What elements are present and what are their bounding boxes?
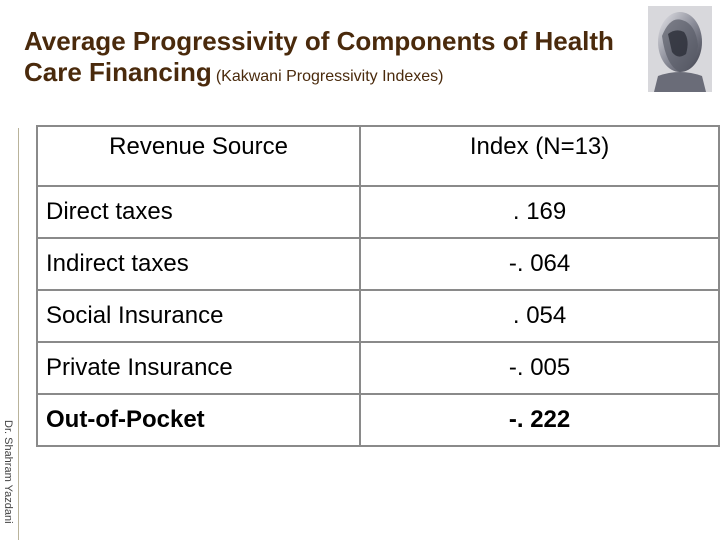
author-credit: Dr. Shahram Yazdani [2, 420, 14, 524]
title-line-2 [24, 57, 664, 92]
row-index: -. 064 [360, 238, 719, 290]
header-revenue-source: Revenue Source [37, 126, 360, 186]
header-index: Index (N=13) [360, 126, 719, 186]
slide-title [24, 26, 664, 92]
table-row [37, 394, 719, 446]
progressivity-table [36, 125, 720, 447]
row-source: Indirect taxes [37, 238, 360, 290]
table-row [37, 186, 719, 238]
row-index: -. 222 [360, 394, 719, 446]
row-source: Out-of-Pocket [37, 394, 360, 446]
table-row [37, 342, 719, 394]
title-line-1: Average Progressivity of Components of Health [24, 26, 614, 56]
hands-statue-photo-icon [648, 6, 712, 92]
row-source: Social Insurance [37, 290, 360, 342]
title-main: Care Financing [24, 57, 212, 87]
table-row [37, 238, 719, 290]
row-source: Direct taxes [37, 186, 360, 238]
table-header-row [37, 126, 719, 186]
row-index: -. 005 [360, 342, 719, 394]
row-source: Private Insurance [37, 342, 360, 394]
title-subtitle: (Kakwani Progressivity Indexes) [215, 68, 444, 85]
row-index: . 054 [360, 290, 719, 342]
side-divider [18, 128, 19, 540]
table-row [37, 290, 719, 342]
row-index: . 169 [360, 186, 719, 238]
